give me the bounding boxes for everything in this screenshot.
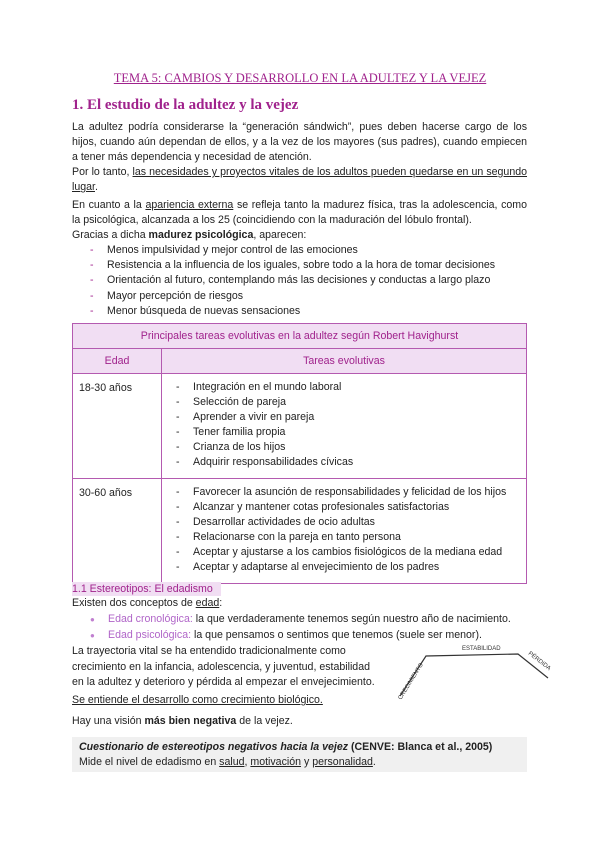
list-item: - Orientación al futuro, contemplando más las decisiones y conductas a largo plazo	[72, 273, 495, 288]
trajectory-paragraph: La trayectoria vital se ha entendido tradicionalmente como crecimiento en la infancia, adolescencia, y juventud, estabilidad en la adultez y deterioro y pérdida al empezar el envejecimiento.	[72, 645, 375, 689]
list-item: - Menor búsqueda de nuevas sensaciones	[72, 304, 495, 319]
age-cell: 18-30 años	[73, 374, 162, 479]
table-row	[73, 479, 527, 584]
list-item: ● Edad psicológica: la que pensamos o sentimos que tenemos (suele ser menor).	[72, 628, 511, 644]
loss-label: PÉRDIDA	[526, 650, 552, 672]
cenve-text: Cuestionario de estereotipos negativos hacia la vejez (CENVE: Blanca et al., 2005) Mide el nivel de edadismo en salud, motivación y personalidad.	[79, 741, 493, 768]
stable-label: ESTABILIDAD	[462, 646, 501, 652]
growth-statement: Se entiende el desarrollo como crecimiento biológico.	[72, 694, 323, 706]
subsection-heading: 1.1 Estereotipos: El edadismo	[72, 582, 221, 596]
life-trajectory-diagram	[388, 638, 568, 708]
task-item: - Selección de pareja	[162, 395, 526, 410]
paragraph-generacion-sandwich: La adultez podría considerarse la “generación sándwich”, pues deben hacerse cargo de los hijos, cuando aún dependan de ellos, y a la vez de los mayores (sus padres), cuando empiecen a tener más dependencia y necesidad de atención.	[72, 121, 527, 164]
trajectory-line	[400, 654, 548, 696]
task-item: - Crianza de los hijos	[162, 440, 526, 455]
age-cell: 30-60 años	[73, 479, 162, 584]
tasks-cell	[162, 374, 527, 479]
task-item: - Aceptar y adaptarse al envejecimiento de los padres	[162, 560, 526, 575]
document-title: TEMA 5: CAMBIOS Y DESARROLLO EN LA ADULTEZ Y LA VEJEZ	[113, 71, 487, 85]
paragraph-segundo-lugar: Por lo tanto, las necesidades y proyectos vitales de los adultos pueden quedarse en un segundo lugar.	[72, 166, 528, 194]
task-item: - Integración en el mundo laboral	[162, 380, 526, 395]
list-item: - Menos impulsividad y mejor control de las emociones	[72, 243, 495, 258]
section-heading: 1. El estudio de la adultez y la vejez	[72, 97, 299, 113]
task-item: - Tener familia propia	[162, 425, 526, 440]
havighurst-table	[72, 323, 527, 584]
task-item: - Favorecer la asunción de responsabilidades y felicidad de los hijos	[162, 485, 526, 500]
list-item: - Resistencia a la influencia de los iguales, sobre todo a la hora de tomar decisiones	[72, 258, 495, 273]
table-caption: Principales tareas evolutivas en la adultez según Robert Havighurst	[73, 324, 527, 349]
list-item: - Mayor percepción de riesgos	[72, 289, 495, 304]
column-header-tareas: Tareas evolutivas	[162, 349, 527, 374]
paragraph-apariencia: En cuanto a la apariencia externa se refleja tanto la madurez física, tras la adolescencia, como la psicológica, alcanzada a los 25 (coincidiendo con la maduración del lóbulo frontal).	[72, 199, 527, 227]
madurez-list	[72, 243, 495, 319]
list-item: ● Edad cronológica: la que verdaderamente tenemos según nuestro año de nacimiento.	[72, 612, 511, 628]
task-item: - Alcanzar y mantener cotas profesionales satisfactorias	[162, 500, 526, 515]
task-item: - Aprender a vivir en pareja	[162, 410, 526, 425]
task-item: - Desarrollar actividades de ocio adultas	[162, 515, 526, 530]
paragraph-madurez: Gracias a dicha madurez psicológica, aparecen:	[72, 229, 307, 241]
negative-view: Hay una visión más bien negativa de la vejez.	[72, 715, 293, 727]
task-item: - Relacionarse con la pareja en tanto persona	[162, 530, 526, 545]
cenve-title: Cuestionario de estereotipos negativos hacia la vejez	[79, 741, 349, 753]
column-header-edad: Edad	[73, 349, 162, 374]
task-item: - Adquirir responsabilidades cívicas	[162, 455, 526, 470]
growth-label: CRECIMIENTO	[397, 662, 425, 702]
task-item: - Aceptar y ajustarse a los cambios fisiológicos de la mediana edad	[162, 545, 526, 560]
edad-intro: Existen dos conceptos de edad:	[72, 597, 223, 609]
table-row	[73, 374, 527, 479]
tasks-cell	[162, 479, 527, 584]
